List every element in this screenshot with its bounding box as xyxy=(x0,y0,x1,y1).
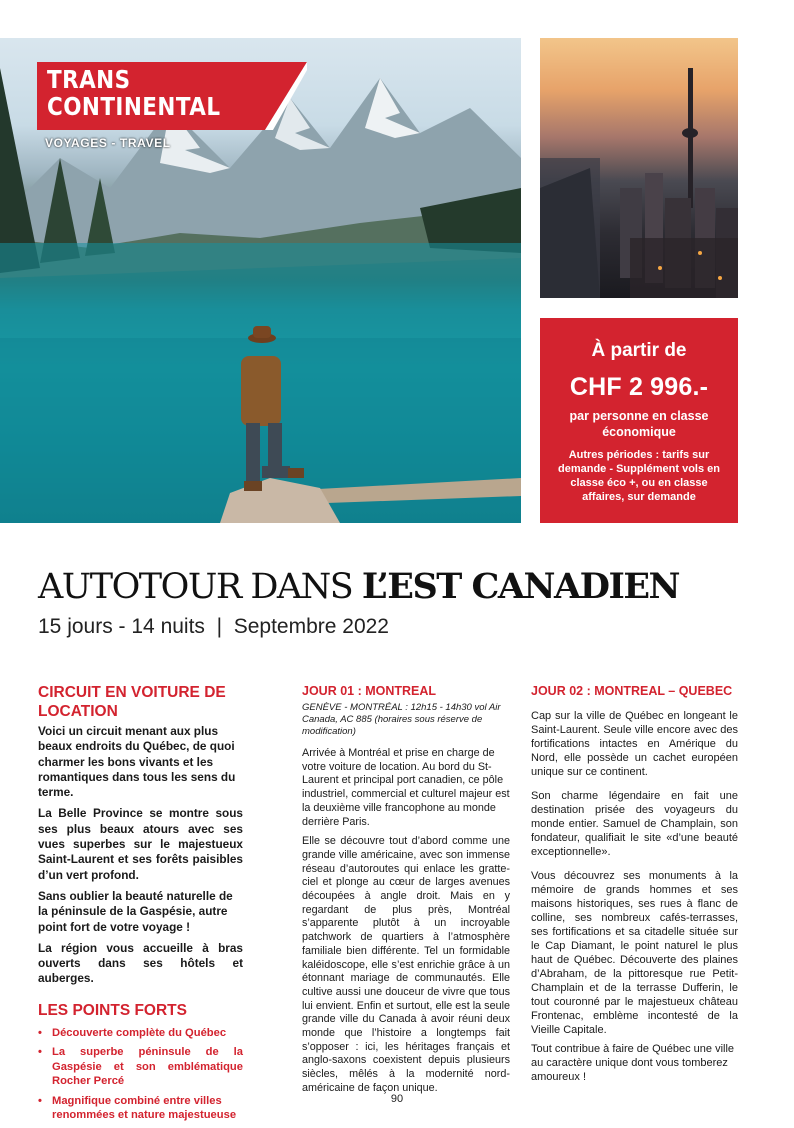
logo-tagline: VOYAGES - TRAVEL xyxy=(45,136,171,150)
price-other-periods: Autres périodes : tarifs sur demande - Supplément vols en classe éco +, ou en classe affaires, sur demande xyxy=(558,449,720,503)
intro-paragraph: La région vous accueille à bras ouverts dans ses hôtels et auberges. xyxy=(38,940,243,986)
day-02-paragraph: Cap sur la ville de Québec en longeant le Saint-Laurent. Seule ville encore avec des fortifications intactes en Amérique du Nord, elle possède un cachet européen unique sur ce continent. xyxy=(531,710,738,778)
intro-paragraph: Sans oublier la beauté naturelle de la péninsule de la Gaspésie, autre point fort de votre voyage ! xyxy=(38,888,233,934)
day-02-paragraph: Son charme légendaire en fait une destination prisée des voyageurs du monde entier. Samuel de Champlain, son fondateur, qualifiait le site «d’une beauté exceptionnelle». xyxy=(531,790,738,858)
price-amount: CHF 2 996.- xyxy=(569,373,709,401)
price-from: À partir de xyxy=(591,340,687,361)
day-01-paragraph: Elle se découvre tout d’abord comme une grande ville américaine, avec son immense réseau d’autoroutes qui enlace les gratte-ciel et plonge au cœur de larges avenues découpées à angle droit. Mais en y regardant de plus près, Montréal s’apparente plutôt à un incroyable patchwork de quartiers à l’atmosphère familiale bien différente. Tel un formidable kaléidoscope, elle s’est enrichie grâce à un étonnant mariage de communautés. Elle cultive aussi une douceur de vivre que tous lui envient. Enfin et surtout, elle est la seule grande ville du Canada à avoir réuni deux monde que l’histoire a longtemps fait s’opposer : ici, les héritages français et anglo-saxons coexistent depuis plusieurs siècles, mêlés à la modernité nord-américaine de façon unique. xyxy=(302,835,510,1094)
day-01-paragraph: Arrivée à Montréal et prise en charge de votre voiture de location. Au bord du St-Laurent et principal port canadien, ce pôle industriel, commercial et culturel majeur est la deuxième ville francophone au monde derrière Paris. xyxy=(302,747,510,828)
title-part1: AUTOTOUR DANS xyxy=(38,567,362,607)
column-day-02 xyxy=(531,683,738,1094)
page-title xyxy=(38,566,679,607)
day-02-paragraph: Vous découvrez ses monuments à la mémoire de grands hommes et ses maisons historiques, ses rues à flanc de colline, ses nombreux cafés-terrasses, ses fortifications et sa citadelle située sur le Cap Diamant, le point naturel le plus haut de Québec. Découverte des plaines d’Abraham, de la pittoresque rue Petit-Champlain et de la terrasse Dufferin, le tout couronné par le majestueux château Frontenac, emblème incontesté de la Vieille Capitale. xyxy=(531,870,738,1036)
intro-paragraph: Voici un circuit menant aux plus beaux endroits du Québec, de quoi charmer les bons vivants et les romantiques dans tous les sens du terme. xyxy=(38,724,236,800)
flight-info: GENÈVE - MONTRÉAL : 12h15 - 14h30 vol Air Canada, AC 885 (horaires sous réserve de modification) xyxy=(302,702,501,737)
column-intro xyxy=(38,683,243,1128)
day-01-heading: JOUR 01 : MONTREAL xyxy=(302,684,437,698)
list-item: • La superbe péninsule de la Gaspésie et son emblématique Rocher Percé xyxy=(38,1046,243,1088)
price-box xyxy=(540,318,738,523)
title-part2: L’EST CANADIEN xyxy=(361,566,680,607)
logo-line2: CONTINENTAL xyxy=(47,92,221,121)
logo-title xyxy=(47,66,220,120)
page-subtitle: 15 jours - 14 nuits | Septembre 2022 xyxy=(38,615,389,638)
city-skyline xyxy=(540,38,738,298)
column-day-01 xyxy=(302,683,510,1102)
list-item: • Magnifique combiné entre villes renommées et nature majestueuse xyxy=(38,1094,237,1122)
price-per-person: par personne en classe économique xyxy=(569,409,709,439)
day-02-paragraph: Tout contribue à faire de Québec une ville au caractère unique dont vous tomberez amoureux ! xyxy=(531,1043,735,1083)
brand-logo xyxy=(37,62,307,152)
intro-heading: CIRCUIT EN VOITURE DE LOCATION xyxy=(38,684,226,720)
highlights-list xyxy=(38,1026,243,1123)
logo-line1: TRANS xyxy=(47,65,131,94)
intro-paragraph: La Belle Province se montre sous ses plus beaux atours avec ses vues superbes sur le majestueux Saint-Laurent et ses forêts paisibles d’un vert profond. xyxy=(38,806,243,882)
day-02-heading: JOUR 02 : MONTREAL – QUEBEC xyxy=(531,684,733,698)
list-item: • Découverte complète du Québec xyxy=(38,1026,227,1039)
city-photo xyxy=(540,38,738,298)
highlights-heading: LES POINTS FORTS xyxy=(38,1001,187,1019)
page-number: 90 xyxy=(390,1093,404,1105)
